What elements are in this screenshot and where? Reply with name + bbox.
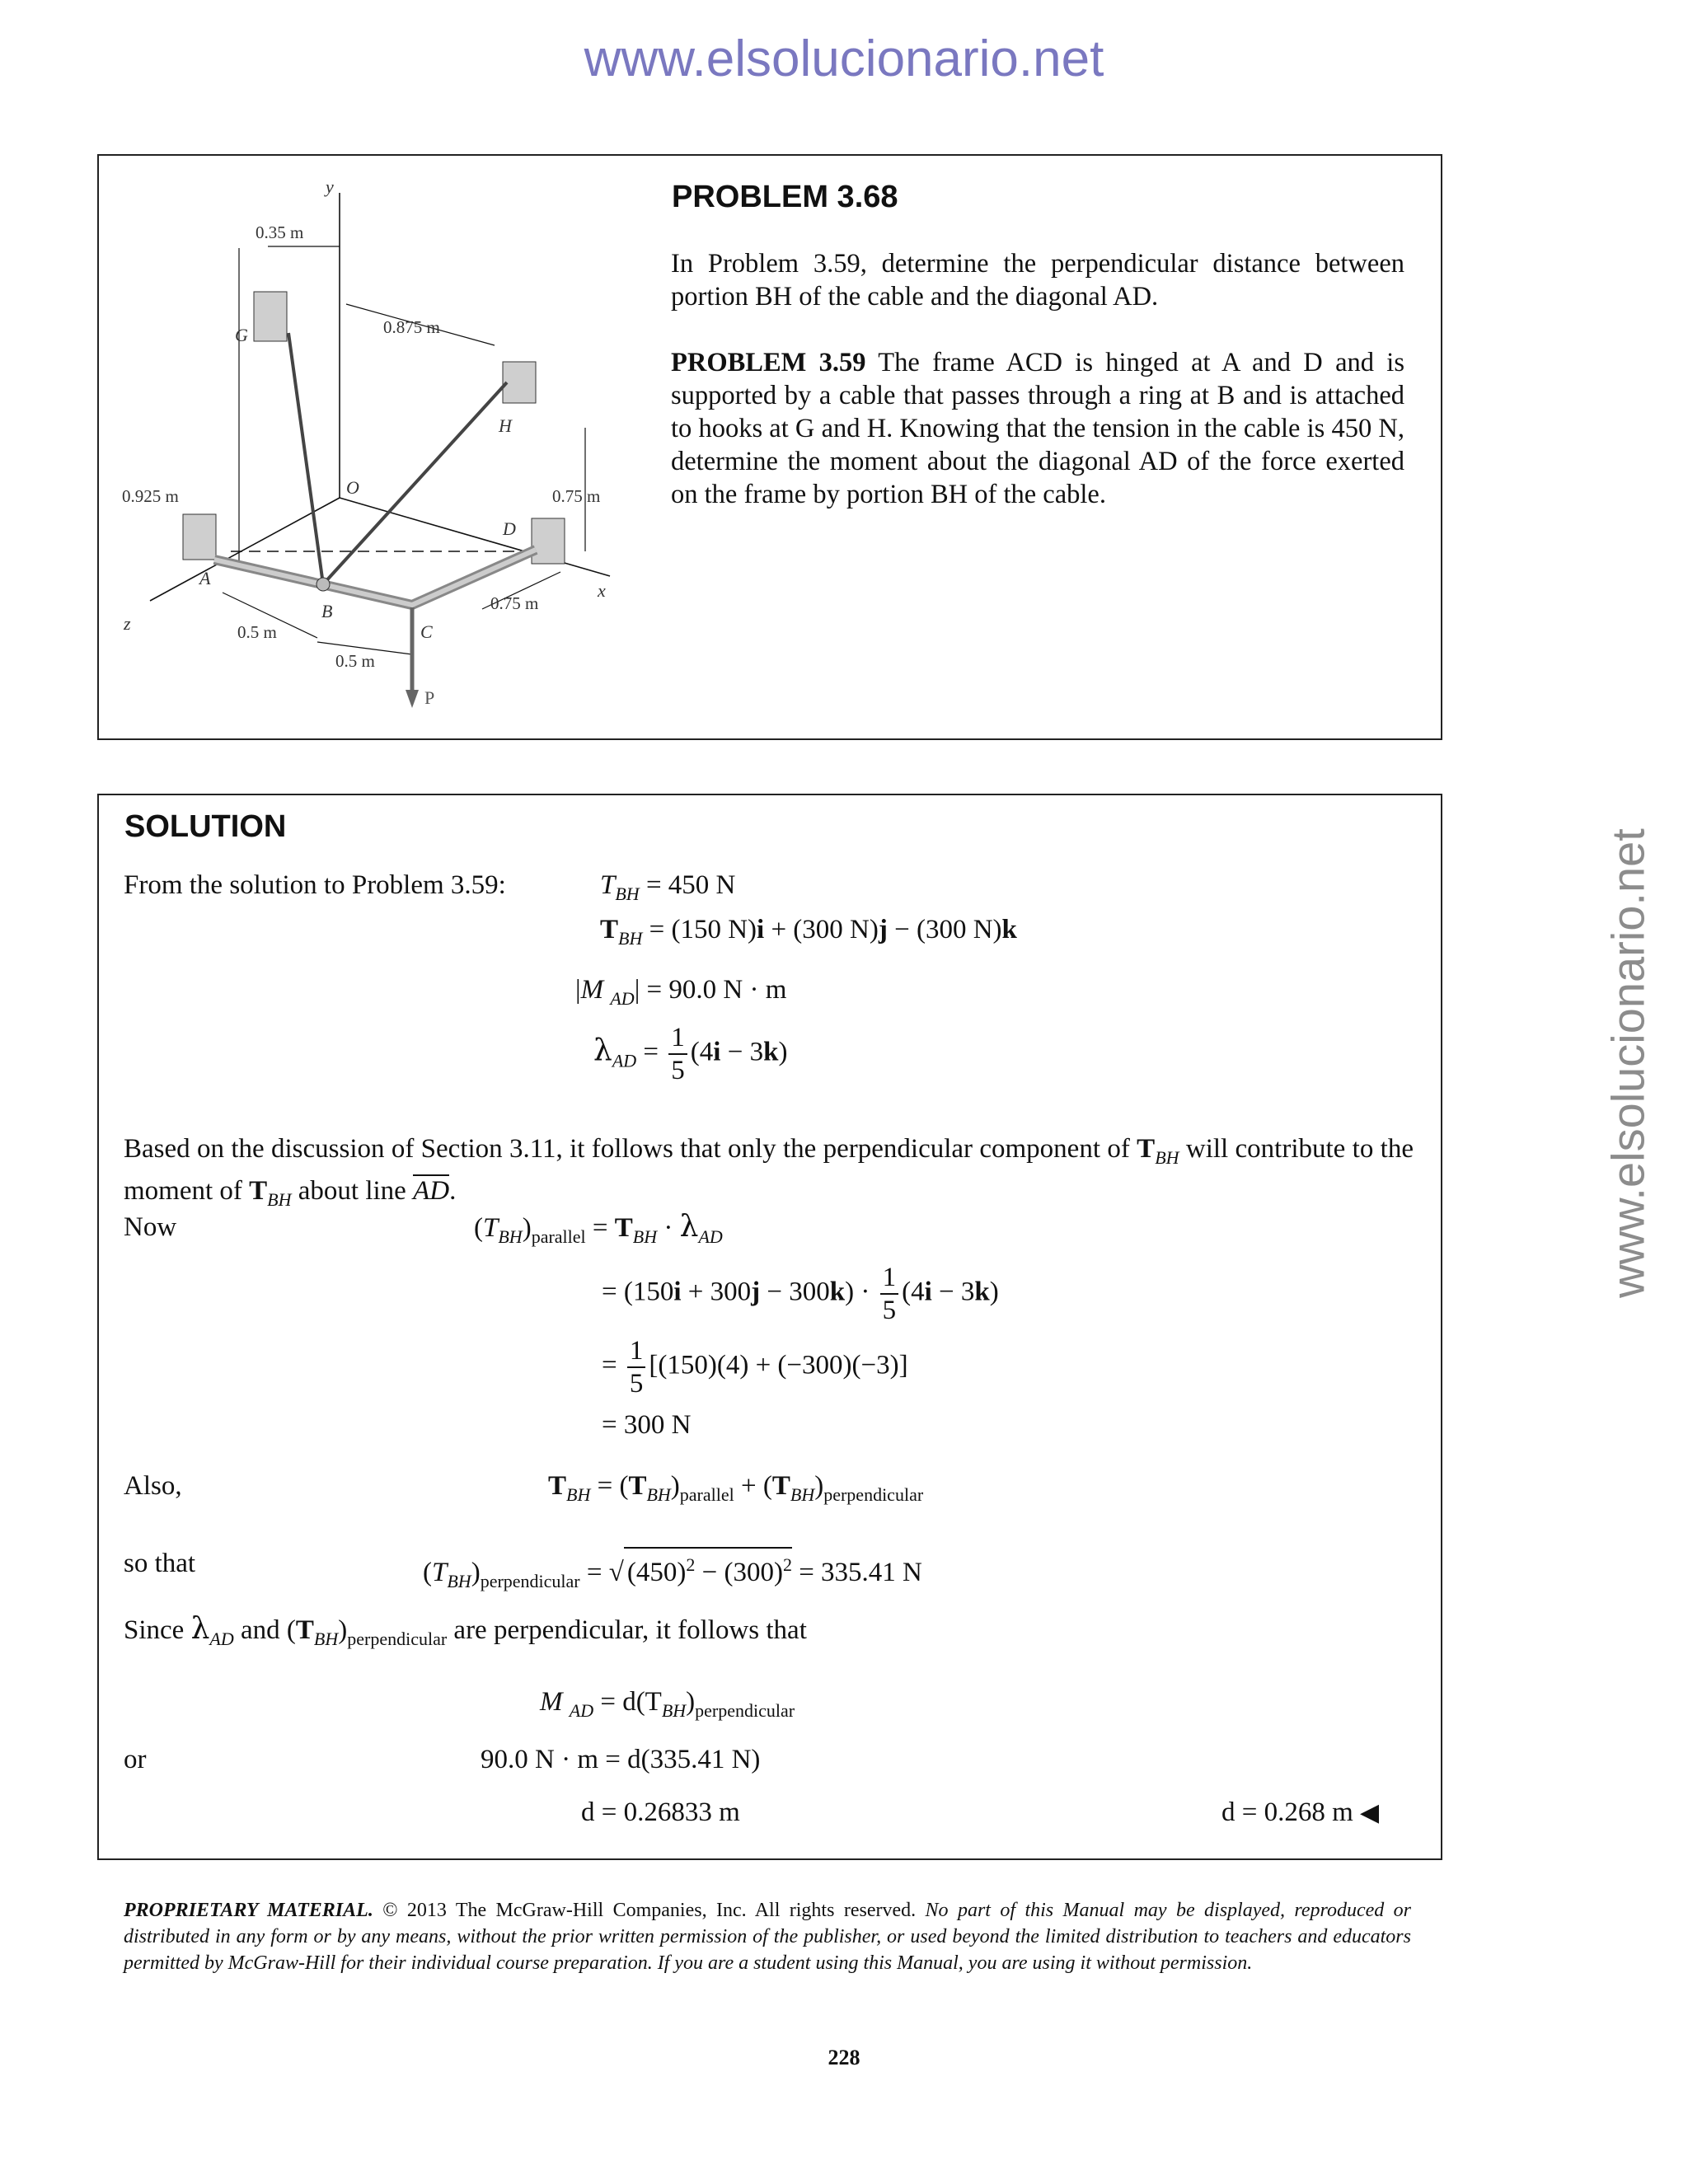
- problem-reference: [671, 346, 1404, 511]
- copyright-footer: PROPRIETARY MATERIAL. © 2013 The McGraw-Hill Companies, Inc. All rights reserved. No part of this Manual may be displayed, reproduced or distributed in any form or by any means, without the prior written permission of the publisher, or used beyond the limited distribution to teachers and educators permitted by McGraw-Hill for their individual course preparation. If you are a student using this Manual, you are using it without permission.: [124, 1900, 1412, 1974]
- tbh-parallel-result: = 300 N: [602, 1410, 692, 1440]
- since-line: Since $\lambda_{AD}$ and $(T_{BH})_{perpendicular}$ are perpendicular, it follows that: [124, 1612, 807, 1649]
- dim-075-vert: 0.75 m: [552, 486, 601, 506]
- reference-text: The frame ACD is hinged at A and D and is supported by a cable that passes through a ring at B and is attached to hooks at G and H. Knowing that the tension in the cable is 450 N, determine the moment about the diagonal AD of the force exerted on the frame by portion BH of the cable.: [671, 348, 1404, 509]
- watermark-side[interactable]: www.elsolucionario.net: [1601, 828, 1654, 1298]
- answer-marker-icon: ◀: [1360, 1799, 1380, 1826]
- label-z: z: [124, 613, 131, 634]
- dim-0925: 0.925 m: [122, 486, 179, 506]
- label-d: D: [503, 518, 516, 539]
- label-b: B: [321, 601, 333, 621]
- label-o: O: [346, 477, 359, 498]
- lambda-ad: $\lambda_{AD}$ = $\frac{1}{5}$ (4i − 3k): [593, 1023, 788, 1085]
- dim-0875: 0.875 m: [383, 317, 440, 337]
- so-that-label: so that: [124, 1549, 196, 1578]
- label-c: C: [420, 621, 433, 642]
- tbh-parallel-eq1: = (150i + 300j − 300k) · $\frac{1}{5}$ (4i − 3k): [602, 1263, 999, 1325]
- problem-statement: In Problem 3.59, determine the perpendicular distance between portion BH of the cable and the diagonal AD.: [671, 249, 1404, 312]
- cable-gb: [288, 333, 323, 584]
- d-calc: d = 0.26833 m: [581, 1797, 740, 1827]
- tbh-magnitude: $T_{BH} = 450$ N: [600, 870, 736, 904]
- label-p: P: [424, 687, 435, 708]
- hinge-a-support: [183, 514, 216, 560]
- label-a: A: [199, 568, 211, 588]
- solution-title: SOLUTION: [124, 809, 287, 844]
- solution-box: [97, 794, 1442, 1860]
- watermark-top[interactable]: www.elsolucionario.net: [584, 30, 1104, 87]
- dim-05-left: 0.5 m: [237, 622, 277, 642]
- problem-title: PROBLEM 3.68: [672, 180, 898, 214]
- or-label: or: [124, 1745, 147, 1774]
- tbh-parallel-def: $(T_{BH})_{parallel} = T_{BH} \cdot \lambda_{AD}$: [474, 1210, 723, 1247]
- solution-intro: From the solution to Problem 3.59:: [124, 870, 506, 900]
- or-equation: 90.0 N · m = d(335.41 N): [481, 1745, 761, 1774]
- tbh-vector: $T_{BH} = (150$ N)i + (300 N)j − (300 N)k: [600, 915, 1017, 949]
- force-p-head: [406, 690, 419, 708]
- hinge-d-support: [532, 518, 565, 564]
- now-label: Now: [124, 1212, 177, 1242]
- label-g: G: [235, 325, 248, 345]
- dim-075-horiz: 0.75 m: [490, 593, 539, 613]
- mad-magnitude: |M $_{AD}$| = 90.0 N · m: [575, 975, 787, 1009]
- x-axis: [340, 498, 610, 576]
- dim-035: 0.35 m: [256, 223, 304, 242]
- frame-figure: [99, 156, 725, 738]
- tbh-parallel-eq2: = $\frac{1}{5}$ [(150)(4) + (−300)(−3)]: [602, 1336, 908, 1399]
- hook-g-support: [254, 292, 287, 341]
- problem-box: [97, 154, 1442, 740]
- page-number: 228: [828, 2046, 860, 2069]
- also-label: Also,: [124, 1471, 182, 1501]
- dim-05-right: 0.5 m: [335, 651, 375, 671]
- discussion-paragraph: Based on the discussion of Section 3.11, it follows that only the perpendicular component of $T_{BH}$ will contribute to the moment of $T_{BH}$ about line AD.: [124, 1134, 1414, 1210]
- mad-distance-eq: M $_{AD} = d(T_{BH})_{perpendicular}$: [540, 1687, 795, 1721]
- label-x: x: [598, 580, 606, 601]
- ring-b: [316, 578, 330, 591]
- tbh-perpendicular-eq: $(T_{BH})_{perpendicular}$ = √ $(450)^2 - (300)^2 = 335.41$ N: [423, 1547, 922, 1598]
- label-y: y: [326, 176, 334, 197]
- d-answer: d = 0.268 m ◀: [1221, 1797, 1380, 1827]
- lambda-fraction: $\frac{1}{5}$: [668, 1022, 687, 1086]
- hook-h-support: [503, 362, 536, 403]
- tbh-decomposition: $T_{BH} = (T_{BH})_{parallel} + (T_{BH})_{perpendicular}$: [548, 1471, 924, 1505]
- reference-title: PROBLEM 3.59: [671, 348, 866, 377]
- label-h: H: [499, 415, 512, 436]
